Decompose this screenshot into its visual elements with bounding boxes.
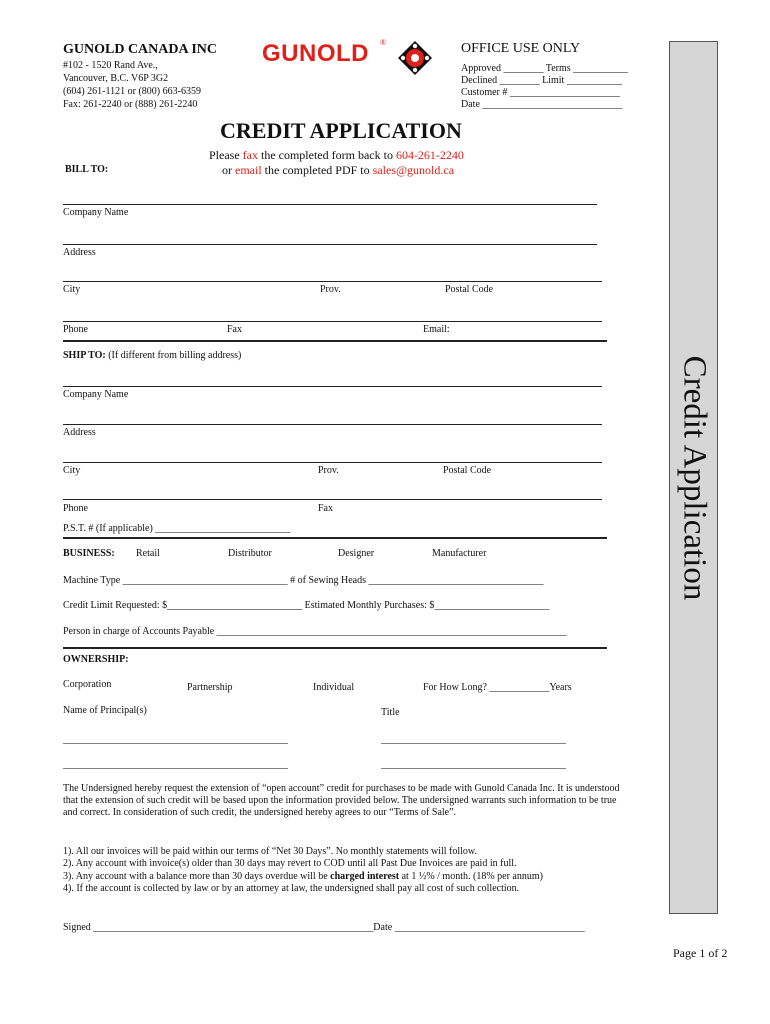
email-instruction: or email the completed PDF to sales@gunold.ca	[222, 163, 455, 177]
bill-postal-label: Postal Code	[445, 284, 494, 295]
ship-city-field[interactable]	[63, 462, 602, 463]
office-title: OFFICE USE ONLY	[461, 41, 581, 56]
fax-instruction: Please fax the completed form back to 604-261-2240	[209, 148, 464, 162]
ship-company-field[interactable]	[63, 386, 602, 387]
ownership-corporation-option[interactable]: Corporation	[63, 679, 112, 690]
section-divider	[63, 537, 607, 539]
ship-city-label: City	[63, 465, 81, 476]
ownership-label: OWNERSHIP:	[63, 654, 129, 665]
bill-city-field[interactable]	[63, 281, 602, 282]
accounts-payable-field[interactable]: Person in charge of Accounts Payable ______________________________________________________________________	[63, 626, 567, 637]
business-retail-option[interactable]: Retail	[136, 548, 160, 559]
principal-name-field-2[interactable]: _____________________________________________	[63, 759, 288, 770]
credit-limit-field[interactable]: Credit Limit Requested: $___________________________ Estimated Monthly Purchases: $_______________________	[63, 600, 550, 611]
term-item-3: 3). Any account with a balance more than 30 days overdue will be charged interest at 1 ½% / month. (18% per annum)	[63, 871, 543, 882]
term-item-1: 1). All our invoices will be paid within our terms of “Net 30 Days”. No monthly statements will follow.	[63, 846, 478, 857]
bill-phone-field[interactable]	[63, 321, 602, 322]
principals-label: Name of Principal(s)	[63, 705, 147, 716]
ship-postal-label: Postal Code	[443, 465, 492, 476]
office-approved: Approved ________ Terms ___________	[461, 63, 629, 74]
machine-type-field[interactable]: Machine Type _________________________________ # of Sewing Heads ___________________________________	[63, 575, 544, 586]
business-manufacturer-option[interactable]: Manufacturer	[432, 548, 487, 559]
ship-address-field[interactable]	[63, 424, 602, 425]
bill-company-label: Company Name	[63, 207, 129, 218]
credit-application-sidebar	[669, 41, 718, 914]
bill-city-label: City	[63, 284, 81, 295]
page-title: CREDIT APPLICATION	[220, 118, 462, 143]
business-designer-option[interactable]: Designer	[338, 548, 375, 559]
ship-company-label: Company Name	[63, 389, 129, 400]
ownership-individual-option[interactable]: Individual	[313, 682, 355, 693]
logo-registered: ®	[380, 38, 387, 47]
ownership-partnership-option[interactable]: Partnership	[187, 682, 233, 693]
principal-title-field-1[interactable]: _____________________________________	[381, 734, 566, 745]
sidebar-title: Credit Application	[676, 355, 712, 600]
ship-to-label: SHIP TO: (If different from billing address)	[63, 350, 242, 361]
company-address2: Vancouver, B.C. V6P 3G2	[63, 73, 169, 84]
ship-phone-label: Phone	[63, 503, 88, 514]
logo-text: GUNOLD	[262, 40, 369, 67]
company-name: GUNOLD CANADA INC	[63, 42, 218, 57]
bill-email-label: Email:	[423, 324, 450, 335]
terms-paragraph: The Undersigned hereby request the extension of “open account” credit for purchases to be made with Gunold Canada Inc. It is understood that the extension of such credit will be based upon the information provided below. The undersigned warrants such information to be true and correct. In consideration of such credit, the undersigned hereby agrees to our “Terms of Sale”.	[63, 783, 620, 818]
term-item-2: 2). Any account with invoice(s) older than 30 days may revert to COD until all Past Due Invoices are paid in full.	[63, 858, 517, 869]
term-item-4: 4). If the account is collected by law or by an attorney at law, the undersigned shall pay all cost of such collection.	[63, 883, 520, 894]
bill-phone-label: Phone	[63, 324, 88, 335]
company-fax: Fax: 261-2240 or (888) 261-2240	[63, 99, 198, 110]
ship-fax-label: Fax	[318, 503, 333, 514]
office-customer: Customer # ______________________	[461, 87, 620, 98]
office-date: Date ____________________________	[461, 99, 623, 110]
company-phone: (604) 261-1121 or (800) 663-6359	[63, 86, 201, 97]
logo-emblem-icon	[397, 40, 433, 76]
principal-title-field-2[interactable]: _____________________________________	[381, 759, 566, 770]
ship-phone-field[interactable]	[63, 499, 602, 500]
bill-company-field[interactable]	[63, 204, 597, 205]
how-long-field[interactable]: For How Long? ____________Years	[423, 682, 572, 693]
section-divider	[63, 647, 607, 649]
business-label: BUSINESS:	[63, 548, 115, 559]
ship-address-label: Address	[63, 427, 96, 438]
title-label: Title	[381, 707, 400, 718]
bill-address-label: Address	[63, 247, 96, 258]
office-declined: Declined ________ Limit ___________	[461, 75, 622, 86]
company-address1: #102 - 1520 Rand Ave.,	[63, 60, 158, 71]
bill-prov-label: Prov.	[320, 284, 341, 295]
signature-date-field[interactable]: Signed ________________________________________________________Date ______________________________________	[63, 922, 585, 933]
pst-field[interactable]: P.S.T. # (If applicable) ___________________________	[63, 523, 291, 534]
section-divider	[63, 340, 607, 342]
page-number: Page 1 of 2	[673, 946, 728, 960]
principal-name-field-1[interactable]: _____________________________________________	[63, 734, 288, 745]
gunold-logo	[262, 38, 387, 68]
bill-fax-label: Fax	[227, 324, 242, 335]
bill-address-field[interactable]	[63, 244, 597, 245]
business-distributor-option[interactable]: Distributor	[228, 548, 272, 559]
ship-prov-label: Prov.	[318, 465, 339, 476]
bill-to-label: BILL TO:	[65, 164, 109, 175]
